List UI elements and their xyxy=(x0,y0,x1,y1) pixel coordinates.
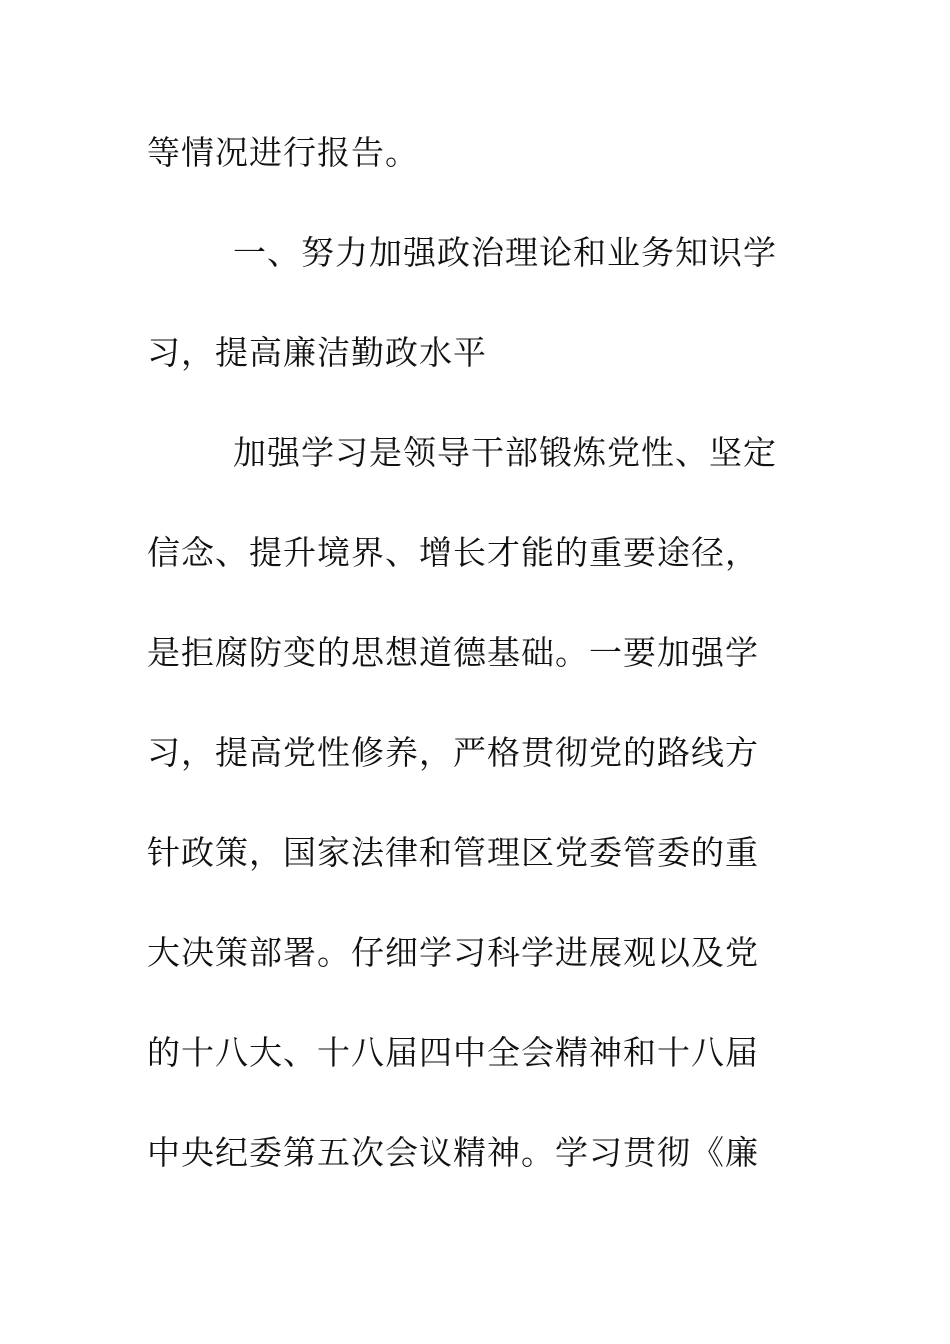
paragraph-line: 加强学习是领导干部锻炼党性、坚定 xyxy=(233,433,777,472)
section-heading-line: 习，提高廉洁勤政水平 xyxy=(147,333,487,372)
paragraph-line: 等情况进行报告。 xyxy=(147,133,419,172)
paragraph-line: 习，提高党性修养，严格贯彻党的路线方 xyxy=(147,733,759,772)
paragraph-line: 大决策部署。仔细学习科学进展观以及党 xyxy=(147,933,759,972)
paragraph-line: 是拒腐防变的思想道德基础。一要加强学 xyxy=(147,633,759,672)
section-heading-line: 一、努力加强政治理论和业务知识学 xyxy=(233,233,777,272)
paragraph-line: 信念、提升境界、增长才能的重要途径， xyxy=(147,533,759,572)
paragraph-line: 中央纪委第五次会议精神。学习贯彻《廉 xyxy=(147,1133,759,1172)
paragraph-line: 针政策，国家法律和管理区党委管委的重 xyxy=(147,833,759,872)
paragraph-line: 的十八大、十八届四中全会精神和十八届 xyxy=(147,1033,759,1072)
